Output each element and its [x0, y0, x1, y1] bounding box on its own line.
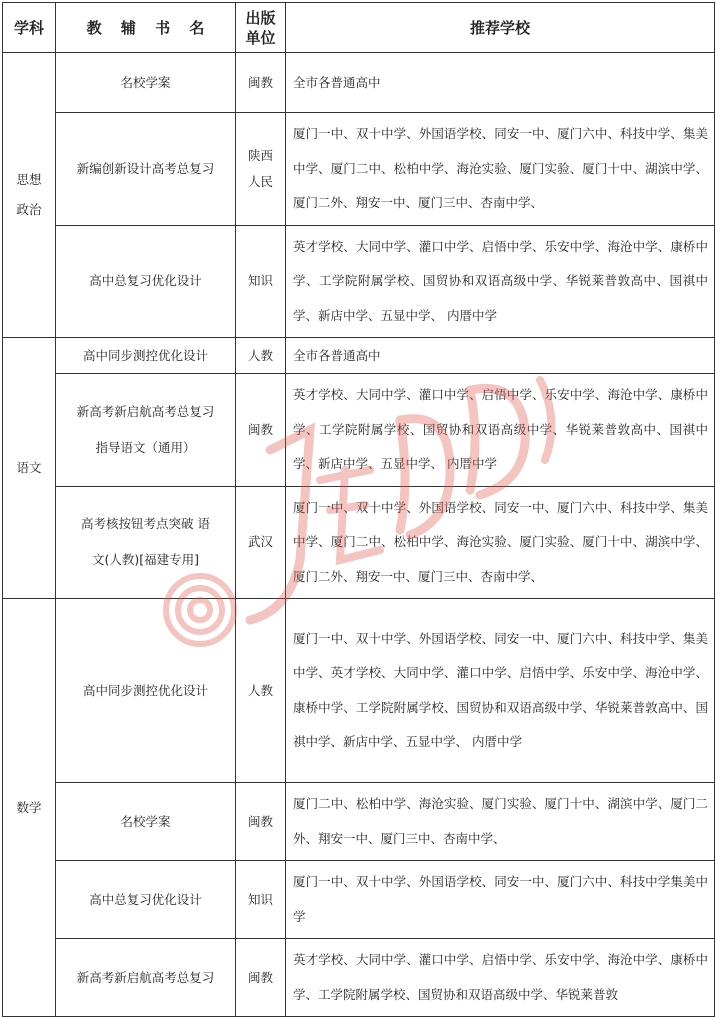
publisher-cell: 闽教 [236, 783, 286, 861]
publisher-cell: 武汉 [236, 486, 286, 599]
table-row [3, 53, 715, 113]
book-cell: 名校学案 [56, 53, 236, 113]
publisher-cell: 人教 [236, 338, 286, 374]
schools-cell: 厦门二中、松柏中学、海沧实验、厦门实验、厦门十中、湖滨中学、厦门二外、翔安一中、厦门三中、杏南中学、 [286, 783, 715, 861]
table-row [3, 225, 715, 338]
book-cell: 新编创新设计高考总复习 [56, 113, 236, 226]
table-row [3, 599, 715, 783]
book-cell: 高中总复习优化设计 [56, 225, 236, 338]
book-cell: 新高考新启航高考总复习 指导语文（通用） [56, 374, 236, 487]
schools-cell: 全市各普通高中 [286, 53, 715, 113]
table-row [3, 939, 715, 1017]
publisher-cell: 闽教 [236, 53, 286, 113]
header-book: 教 辅 书 名 [56, 3, 236, 53]
book-cell: 高中同步测控优化设计 [56, 599, 236, 783]
schools-cell: 厦门一中、双十中学、外国语学校、同安一中、厦门六中、科技中学集美中学 [286, 861, 715, 939]
schools-cell: 全市各普通高中 [286, 338, 715, 374]
table-row [3, 861, 715, 939]
header-subject: 学科 [3, 3, 56, 53]
table-row [3, 374, 715, 487]
publisher-cell: 陕西 人民 [236, 113, 286, 226]
book-cell: 高考核按钮考点突破 语 文(人教)[福建专用] [56, 486, 236, 599]
book-cell: 高中总复习优化设计 [56, 861, 236, 939]
publisher-cell: 闽教 [236, 374, 286, 487]
table-header-row [3, 3, 715, 53]
table-row [3, 783, 715, 861]
publisher-cell: 人教 [236, 599, 286, 783]
table-row [3, 486, 715, 599]
book-cell: 名校学案 [56, 783, 236, 861]
header-publisher: 出版单位 [236, 3, 286, 53]
subject-cell-math: 数学 [3, 599, 56, 1017]
schools-cell: 厦门一中、双十中学、外国语学校、同安一中、厦门六中、科技中学、集美中学、厦门二中、松柏中学、海沧实验、厦门实验、厦门十中、湖滨中学、厦门二外、翔安一中、厦门三中、杏南中学、 [286, 486, 715, 599]
schools-cell: 厦门一中、双十中学、外国语学校、同安一中、厦门六中、科技中学、集美中学、厦门二中、松柏中学、海沧实验、厦门实验、厦门十中、湖滨中学、厦门二外、翔安一中、厦门三中、杏南中学、 [286, 113, 715, 226]
publisher-cell: 知识 [236, 225, 286, 338]
table-row [3, 338, 715, 374]
schools-cell: 英才学校、大同中学、灌口中学、启悟中学、乐安中学、海沧中学、康桥中学、工学院附属学校、国贸协和双语高级中学、华锐莱普敦高中、国祺中学、新店中学、五显中学、 内厝中学 [286, 225, 715, 338]
schools-cell: 厦门一中、双十中学、外国语学校、同安一中、厦门六中、科技中学、集美中学、英才学校、大同中学、灌口中学、启悟中学、乐安中学、海沧中学、康桥中学、工学院附属学校、国贸协和双语高级中学、华锐莱普敦高中、国祺中学、新店中学、五显中学、 内厝中学 [286, 599, 715, 783]
publisher-cell: 闽教 [236, 939, 286, 1017]
table-row [3, 113, 715, 226]
subject-cell-politics: 思想 政治 [3, 53, 56, 338]
book-cell: 高中同步测控优化设计 [56, 338, 236, 374]
textbook-table [2, 2, 715, 1017]
book-cell: 新高考新启航高考总复习 [56, 939, 236, 1017]
subject-cell-chinese: 语文 [3, 338, 56, 599]
schools-cell: 英才学校、大同中学、灌口中学、启悟中学、乐安中学、海沧中学、康桥中学、工学院附属学校、国贸协和双语高级中学、华锐莱普敦 [286, 939, 715, 1017]
schools-cell: 英才学校、大同中学、灌口中学、启悟中学、乐安中学、海沧中学、康桥中学、工学院附属学校、国贸协和双语高级中学、华锐莱普敦高中、国祺中学、新店中学、五显中学、 内厝中学 [286, 374, 715, 487]
publisher-cell: 知识 [236, 861, 286, 939]
header-schools: 推荐学校 [286, 3, 715, 53]
